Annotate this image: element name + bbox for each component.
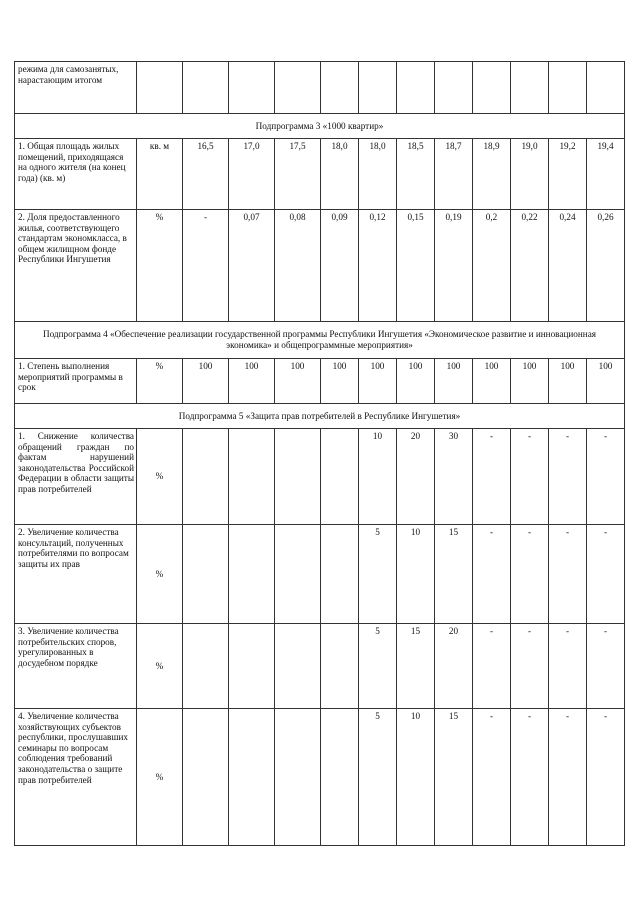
value-cell: 0,22 bbox=[511, 210, 549, 322]
value-cell: 100 bbox=[549, 359, 587, 404]
indicator-name: режима для самозанятых, нарастающим итогом bbox=[15, 62, 137, 114]
value-cell: 0,2 bbox=[473, 210, 511, 322]
unit-cell: % bbox=[137, 210, 183, 322]
value-cell: 100 bbox=[435, 359, 473, 404]
value-cell bbox=[321, 709, 359, 846]
value-cell: - bbox=[511, 709, 549, 846]
value-cell bbox=[229, 429, 275, 525]
indicator-name: 4. Увеличение количества хозяйствующих субъектов республики, прослушавших семинары по вопросам соблюдения требований законодательства о защите прав потребителей bbox=[15, 709, 137, 846]
value-cell bbox=[473, 62, 511, 114]
table-row bbox=[15, 62, 625, 114]
value-cell bbox=[183, 429, 229, 525]
value-cell: 17,0 bbox=[229, 139, 275, 210]
value-cell bbox=[321, 624, 359, 709]
value-cell bbox=[183, 525, 229, 624]
unit-cell: % bbox=[137, 359, 183, 404]
value-cell: 19,2 bbox=[549, 139, 587, 210]
value-cell: - bbox=[511, 624, 549, 709]
value-cell: 18,0 bbox=[321, 139, 359, 210]
value-cell bbox=[397, 62, 435, 114]
value-cell bbox=[587, 62, 625, 114]
value-cell: - bbox=[473, 429, 511, 525]
value-cell: 0,19 bbox=[435, 210, 473, 322]
value-cell: 100 bbox=[229, 359, 275, 404]
table-row bbox=[15, 709, 625, 846]
value-cell: - bbox=[549, 525, 587, 624]
value-cell: 18,9 bbox=[473, 139, 511, 210]
value-cell bbox=[321, 429, 359, 525]
value-cell: 0,07 bbox=[229, 210, 275, 322]
value-cell bbox=[275, 429, 321, 525]
value-cell: 0,08 bbox=[275, 210, 321, 322]
value-cell: 10 bbox=[397, 525, 435, 624]
unit-cell bbox=[137, 62, 183, 114]
value-cell: 5 bbox=[359, 624, 397, 709]
value-cell bbox=[511, 62, 549, 114]
section-header-row bbox=[15, 322, 625, 359]
indicators-table bbox=[14, 61, 625, 846]
value-cell bbox=[359, 62, 397, 114]
value-cell: 18,5 bbox=[397, 139, 435, 210]
indicator-name: 2. Увеличение количества консультаций, полученных потребителями по вопросам защиты их прав bbox=[15, 525, 137, 624]
value-cell: 0,09 bbox=[321, 210, 359, 322]
table-row bbox=[15, 525, 625, 624]
value-cell: - bbox=[549, 429, 587, 525]
value-cell: 100 bbox=[275, 359, 321, 404]
value-cell: 5 bbox=[359, 709, 397, 846]
section-title: Подпрограмма 4 «Обеспечение реализации государственной программы Республики Ингушетия «Экономическое развитие и инновационная экономика» и общепрограммные мероприятия» bbox=[15, 322, 625, 359]
value-cell: 19,4 bbox=[587, 139, 625, 210]
indicator-name: 3. Увеличение количества потребительских споров, урегулированных в досудебном порядке bbox=[15, 624, 137, 709]
value-cell: 100 bbox=[183, 359, 229, 404]
value-cell bbox=[275, 525, 321, 624]
value-cell bbox=[321, 62, 359, 114]
value-cell bbox=[183, 624, 229, 709]
value-cell bbox=[183, 709, 229, 846]
value-cell: - bbox=[549, 624, 587, 709]
table-row bbox=[15, 359, 625, 404]
indicator-name: 1. Общая площадь жилых помещений, приходящаяся на одного жителя (на конец года) (кв. м) bbox=[15, 139, 137, 210]
value-cell bbox=[229, 709, 275, 846]
value-cell: 100 bbox=[397, 359, 435, 404]
value-cell: - bbox=[183, 210, 229, 322]
value-cell: 100 bbox=[473, 359, 511, 404]
value-cell: - bbox=[587, 429, 625, 525]
value-cell: 15 bbox=[435, 525, 473, 624]
value-cell: 0,12 bbox=[359, 210, 397, 322]
value-cell: 100 bbox=[587, 359, 625, 404]
value-cell: 18,7 bbox=[435, 139, 473, 210]
value-cell: 19,0 bbox=[511, 139, 549, 210]
indicator-name: 2. Доля предоставленного жилья, соответствующего стандартам экономкласса, в общем жилищном фонде Республики Ингушетия bbox=[15, 210, 137, 322]
value-cell: 15 bbox=[397, 624, 435, 709]
indicator-name: 1. Степень выполнения мероприятий программы в срок bbox=[15, 359, 137, 404]
unit-cell: % bbox=[137, 624, 183, 709]
value-cell: - bbox=[473, 709, 511, 846]
section-title: Подпрограмма 3 «1000 квартир» bbox=[15, 114, 625, 139]
value-cell bbox=[229, 624, 275, 709]
value-cell: 100 bbox=[321, 359, 359, 404]
value-cell: 10 bbox=[397, 709, 435, 846]
section-title: Подпрограмма 5 «Защита прав потребителей в Республике Ингушетия» bbox=[15, 404, 625, 429]
value-cell: 15 bbox=[435, 709, 473, 846]
value-cell: - bbox=[511, 525, 549, 624]
value-cell: 10 bbox=[359, 429, 397, 525]
value-cell bbox=[275, 624, 321, 709]
section-header-row bbox=[15, 404, 625, 429]
value-cell: 18,0 bbox=[359, 139, 397, 210]
indicator-name: 1. Снижение количества обращений граждан по фактам нарушений законодательства Российской Федерации в области защиты прав потребителей bbox=[15, 429, 137, 525]
value-cell bbox=[229, 525, 275, 624]
value-cell: 20 bbox=[435, 624, 473, 709]
value-cell: - bbox=[587, 709, 625, 846]
value-cell: 17,5 bbox=[275, 139, 321, 210]
value-cell bbox=[275, 709, 321, 846]
value-cell: - bbox=[511, 429, 549, 525]
table-row bbox=[15, 210, 625, 322]
value-cell: 0,26 bbox=[587, 210, 625, 322]
value-cell: - bbox=[473, 525, 511, 624]
value-cell: - bbox=[587, 624, 625, 709]
value-cell bbox=[183, 62, 229, 114]
value-cell bbox=[435, 62, 473, 114]
unit-cell: % bbox=[137, 429, 183, 525]
value-cell: 5 bbox=[359, 525, 397, 624]
value-cell: 0,15 bbox=[397, 210, 435, 322]
value-cell bbox=[549, 62, 587, 114]
value-cell: 16,5 bbox=[183, 139, 229, 210]
value-cell: 100 bbox=[359, 359, 397, 404]
value-cell: 100 bbox=[511, 359, 549, 404]
value-cell bbox=[229, 62, 275, 114]
section-header-row bbox=[15, 114, 625, 139]
unit-cell: % bbox=[137, 525, 183, 624]
value-cell: - bbox=[587, 525, 625, 624]
table-row bbox=[15, 624, 625, 709]
table-row bbox=[15, 139, 625, 210]
value-cell bbox=[275, 62, 321, 114]
value-cell: 30 bbox=[435, 429, 473, 525]
unit-cell: кв. м bbox=[137, 139, 183, 210]
value-cell: 0,24 bbox=[549, 210, 587, 322]
value-cell: - bbox=[549, 709, 587, 846]
value-cell: 20 bbox=[397, 429, 435, 525]
table-row bbox=[15, 429, 625, 525]
unit-cell: % bbox=[137, 709, 183, 846]
value-cell bbox=[321, 525, 359, 624]
value-cell: - bbox=[473, 624, 511, 709]
